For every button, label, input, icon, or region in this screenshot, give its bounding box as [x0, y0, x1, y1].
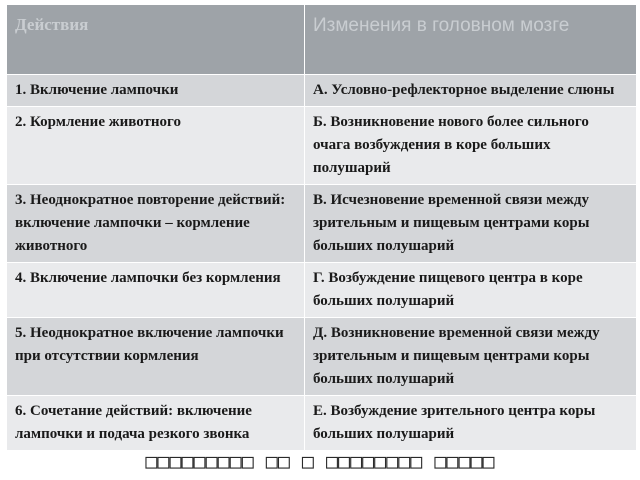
- table-row: [7, 75, 637, 107]
- matching-table: [6, 4, 637, 451]
- table-row: [7, 107, 637, 185]
- table-row: [7, 318, 637, 396]
- change-cell: А. Условно-рефлекторное выделение слюны: [305, 75, 637, 107]
- header-brain-changes: Изменения в головном мозге: [305, 5, 637, 75]
- table-header-row: [7, 5, 637, 75]
- action-cell: 6. Сочетание действий: включение лампочки и подача резкого звонка: [7, 396, 305, 451]
- table-row: [7, 396, 637, 451]
- change-cell: В. Исчезновение временной связи между зрительным и пищевым центрами коры больших полушарий: [305, 185, 637, 263]
- action-cell: 5. Неоднократное включение лампочки при отсутствии кормления: [7, 318, 305, 396]
- action-cell: 4. Включение лампочки без кормления: [7, 263, 305, 318]
- change-cell: Е. Возбуждение зрительного центра коры больших полушарий: [305, 396, 637, 451]
- header-actions: Действия: [7, 5, 305, 75]
- action-cell: 3. Неоднократное повторение действий: включение лампочки – кормление животного: [7, 185, 305, 263]
- slide-caption: □□□□□□□□□ □□ □ □□□□□□□□ □□□□□: [145, 449, 495, 473]
- change-cell: Б. Возникновение нового более сильного очага возбуждения в коре больших полушарий: [305, 107, 637, 185]
- change-cell: Д. Возникновение временной связи между зрительным и пищевым центрами коры больших полушарий: [305, 318, 637, 396]
- table-row: [7, 263, 637, 318]
- change-cell: Г. Возбуждение пищевого центра в коре больших полушарий: [305, 263, 637, 318]
- action-cell: 2. Кормление животного: [7, 107, 305, 185]
- table-row: [7, 185, 637, 263]
- action-cell: 1. Включение лампочки: [7, 75, 305, 107]
